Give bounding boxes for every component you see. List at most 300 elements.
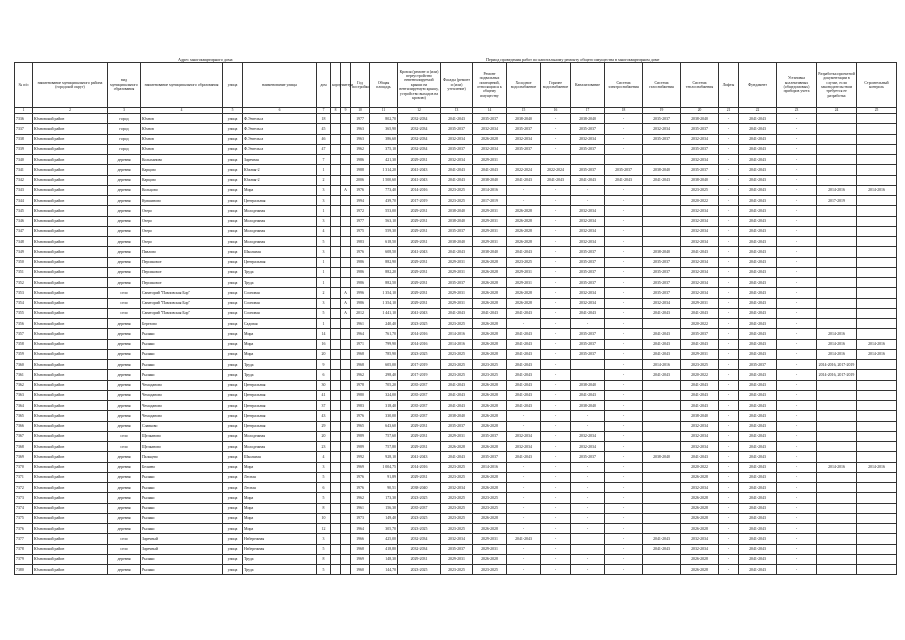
- table-cell: 2041-2043: [643, 329, 681, 339]
- table-cell: [331, 298, 341, 308]
- table-cell: [857, 380, 897, 390]
- column-number: 24: [817, 108, 857, 114]
- table-cell: [857, 565, 897, 575]
- table-cell: [341, 390, 351, 400]
- table-cell: 318,40: [370, 401, 398, 411]
- table-cell: -: [605, 380, 643, 390]
- table-cell: -: [777, 349, 817, 359]
- table-cell: Юхновский район: [33, 185, 108, 195]
- table-cell: 149,40: [370, 513, 398, 523]
- column-number: 16: [541, 108, 571, 114]
- table-cell: [817, 124, 857, 134]
- column-header: Канализование: [571, 63, 605, 108]
- table-cell: -: [507, 524, 541, 534]
- table-cell: 2041-2043: [571, 175, 605, 185]
- table-cell: 7363: [15, 390, 33, 400]
- table-cell: 2032-2034: [398, 544, 441, 554]
- table-cell: [331, 380, 341, 390]
- table-cell: -: [777, 401, 817, 411]
- table-cell: 2023-2025: [441, 472, 473, 482]
- table-cell: 2029-2031: [398, 288, 441, 298]
- table-cell: 2041-2043: [739, 237, 777, 247]
- table-cell: улица: [223, 206, 243, 216]
- table-cell: -: [777, 175, 817, 185]
- table-cell: 2026-2028: [473, 513, 507, 523]
- table-cell: [571, 544, 605, 554]
- table-cell: -: [719, 319, 739, 329]
- table-cell: -: [507, 503, 541, 513]
- table-cell: 757,60: [370, 431, 398, 441]
- table-cell: улица: [223, 247, 243, 257]
- table-cell: село: [108, 431, 141, 441]
- table-cell: [817, 267, 857, 277]
- table-cell: 2023-2025: [398, 565, 441, 575]
- table-cell: [817, 390, 857, 400]
- table-cell: -: [777, 544, 817, 554]
- table-cell: 1972: [351, 206, 370, 216]
- table-cell: -: [719, 257, 739, 267]
- table-cell: [643, 226, 681, 236]
- table-cell: 2023-2025: [441, 462, 473, 472]
- table-cell: Набережная: [243, 544, 317, 554]
- table-cell: -: [777, 452, 817, 462]
- table-cell: 3: [317, 298, 331, 308]
- table-cell: [817, 134, 857, 144]
- table-cell: 2029-2031: [441, 431, 473, 441]
- table-cell: 2029-2031: [398, 421, 441, 431]
- table-cell: Санаторий "Павловская Бор": [141, 308, 223, 318]
- table-cell: 2017-2019: [473, 196, 507, 206]
- table-cell: 2035-2037: [571, 267, 605, 277]
- table-cell: -: [605, 278, 643, 288]
- table-cell: -: [719, 452, 739, 462]
- table-cell: Молодежная: [243, 431, 317, 441]
- table-row: [15, 370, 897, 380]
- table-cell: Рыляки: [141, 503, 223, 513]
- table-cell: 1976: [351, 247, 370, 257]
- table-cell: [341, 114, 351, 124]
- table-cell: 1 004,75: [370, 462, 398, 472]
- table-cell: 2023-2025: [441, 565, 473, 575]
- table-cell: 2032-2034: [571, 288, 605, 298]
- table-cell: улица: [223, 319, 243, 329]
- table-cell: деревня: [108, 524, 141, 534]
- table-cell: 7342: [15, 175, 33, 185]
- table-cell: -: [571, 503, 605, 513]
- table-row: [15, 513, 897, 523]
- table-cell: [643, 144, 681, 154]
- table-cell: [817, 247, 857, 257]
- table-cell: [341, 165, 351, 175]
- table-cell: -: [719, 298, 739, 308]
- table-cell: 2041-2043: [739, 134, 777, 144]
- table-cell: -: [719, 267, 739, 277]
- table-cell: город: [108, 144, 141, 154]
- table-cell: -: [719, 513, 739, 523]
- table-cell: [643, 554, 681, 564]
- table-cell: Школьная: [243, 247, 317, 257]
- table-cell: деревня: [108, 411, 141, 421]
- table-cell: 2035-2037: [681, 165, 719, 175]
- table-cell: деревня: [108, 247, 141, 257]
- table-cell: 802,70: [370, 114, 398, 124]
- table-cell: -: [605, 472, 643, 482]
- table-cell: -: [605, 349, 643, 359]
- table-cell: 1986: [351, 155, 370, 165]
- table-cell: Труда: [243, 554, 317, 564]
- table-cell: 2041-2043: [507, 370, 541, 380]
- table-cell: 2023-2025: [398, 349, 441, 359]
- table-cell: [331, 544, 341, 554]
- table-cell: -: [507, 319, 541, 329]
- table-row: [15, 237, 897, 247]
- table-cell: 3: [317, 216, 331, 226]
- table-cell: [857, 267, 897, 277]
- table-cell: -: [777, 185, 817, 195]
- table-row: [15, 288, 897, 298]
- table-cell: [643, 493, 681, 503]
- table-cell: 156,30: [370, 503, 398, 513]
- table-cell: 7355: [15, 308, 33, 318]
- table-body: [15, 114, 897, 575]
- table-cell: -: [605, 247, 643, 257]
- table-cell: 2029-2031: [398, 206, 441, 216]
- table-cell: [331, 401, 341, 411]
- table-cell: 2035-2037: [681, 144, 719, 154]
- table-cell: [341, 493, 351, 503]
- table-cell: -: [605, 237, 643, 247]
- table-cell: 2032-2034: [681, 216, 719, 226]
- table-cell: [817, 114, 857, 124]
- table-cell: 2032-2034: [681, 288, 719, 298]
- table-cell: -: [541, 206, 571, 216]
- table-cell: 2041-2043: [473, 165, 507, 175]
- table-cell: деревня: [108, 216, 141, 226]
- table-cell: [331, 319, 341, 329]
- table-cell: 2026-2028: [473, 411, 507, 421]
- table-cell: деревня: [108, 206, 141, 216]
- table-row: [15, 565, 897, 575]
- table-cell: [643, 206, 681, 216]
- table-cell: 2041-2043: [739, 565, 777, 575]
- table-cell: -: [777, 278, 817, 288]
- table-cell: 2026-2028: [473, 339, 507, 349]
- table-cell: деревня: [108, 493, 141, 503]
- table-cell: Озеро: [141, 216, 223, 226]
- table-cell: 2032-2034: [571, 431, 605, 441]
- table-row: [15, 196, 897, 206]
- table-cell: -: [719, 411, 739, 421]
- table-cell: [817, 319, 857, 329]
- table-cell: Юхновский район: [33, 267, 108, 277]
- table-cell: Юхновский район: [33, 247, 108, 257]
- column-number: 23: [777, 108, 817, 114]
- table-row: [15, 360, 897, 370]
- table-cell: 1986: [351, 257, 370, 267]
- table-cell: Юхновский район: [33, 360, 108, 370]
- table-cell: деревня: [108, 165, 141, 175]
- table-cell: Озеро: [141, 206, 223, 216]
- table-cell: Заречный: [141, 544, 223, 554]
- table-cell: 2026-2028: [681, 513, 719, 523]
- table-cell: 2041-2043: [507, 380, 541, 390]
- table-cell: -: [507, 513, 541, 523]
- table-cell: 2014-2016: [857, 185, 897, 195]
- table-cell: -: [719, 472, 739, 482]
- column-number: 17: [571, 108, 605, 114]
- table-cell: -: [605, 339, 643, 349]
- table-cell: 7361: [15, 370, 33, 380]
- table-row: [15, 226, 897, 236]
- table-cell: 2014-2016: [857, 339, 897, 349]
- table-cell: Карцово: [141, 165, 223, 175]
- table-cell: 2041-2043: [643, 308, 681, 318]
- table-cell: Центральная: [243, 380, 317, 390]
- table-cell: Юхновский район: [33, 329, 108, 339]
- table-cell: деревня: [108, 319, 141, 329]
- table-cell: -: [719, 483, 739, 493]
- table-cell: -: [541, 503, 571, 513]
- table-cell: 2026-2028: [441, 442, 473, 452]
- table-cell: 2026-2028: [507, 206, 541, 216]
- table-cell: 324,00: [370, 390, 398, 400]
- table-cell: 2032-2034: [441, 134, 473, 144]
- table-cell: -: [541, 308, 571, 318]
- table-cell: 1963: [351, 124, 370, 134]
- table-cell: [643, 565, 681, 575]
- table-cell: [643, 155, 681, 165]
- table-cell: [331, 513, 341, 523]
- table-cell: 2032-2034: [681, 206, 719, 216]
- table-cell: -: [719, 196, 739, 206]
- table-cell: -: [541, 278, 571, 288]
- table-cell: -: [605, 196, 643, 206]
- table-cell: деревня: [108, 503, 141, 513]
- table-cell: улица: [223, 534, 243, 544]
- table-cell: 7348: [15, 237, 33, 247]
- table-cell: 2032-2034: [571, 226, 605, 236]
- table-cell: 1992: [351, 452, 370, 462]
- table-cell: 2022-2024: [507, 165, 541, 175]
- table-cell: 2035-2037: [571, 144, 605, 154]
- table-cell: 7351: [15, 267, 33, 277]
- table-cell: 2032-2034: [571, 298, 605, 308]
- table-cell: -: [541, 380, 571, 390]
- header-row: [15, 63, 897, 108]
- table-cell: 2041-2043: [739, 524, 777, 534]
- table-cell: 2032-2034: [398, 114, 441, 124]
- table-cell: -: [777, 565, 817, 575]
- table-cell: -: [541, 257, 571, 267]
- table-cell: -: [605, 503, 643, 513]
- table-cell: [341, 462, 351, 472]
- table-cell: улица: [223, 124, 243, 134]
- table-cell: [341, 339, 351, 349]
- table-cell: 5: [317, 493, 331, 503]
- table-cell: 1996: [351, 288, 370, 298]
- table-cell: 2038-2040: [441, 411, 473, 421]
- table-cell: 2038-2040: [473, 175, 507, 185]
- table-cell: -: [571, 421, 605, 431]
- table-row: [15, 267, 897, 277]
- table-cell: 761,70: [370, 329, 398, 339]
- table-cell: улица: [223, 544, 243, 554]
- table-cell: Кувшиново: [141, 196, 223, 206]
- table-cell: 2041-2043: [441, 401, 473, 411]
- table-cell: Рыляки: [141, 493, 223, 503]
- table-cell: -: [777, 554, 817, 564]
- table-cell: 1975: [351, 226, 370, 236]
- table-cell: 2026-2028: [473, 421, 507, 431]
- table-cell: 2041-2043: [739, 308, 777, 318]
- table-cell: 2041-2043: [643, 534, 681, 544]
- table-cell: 1977: [351, 216, 370, 226]
- table-cell: Щелканово: [141, 431, 223, 441]
- column-number: 22: [739, 108, 777, 114]
- table-cell: -: [605, 462, 643, 472]
- table-cell: Юхновский район: [33, 565, 108, 575]
- table-cell: -: [541, 421, 571, 431]
- table-cell: 608,50: [370, 247, 398, 257]
- table-cell: [331, 360, 341, 370]
- table-cell: 2014-2016: [398, 329, 441, 339]
- table-cell: [857, 431, 897, 441]
- table-cell: 2032-2034: [473, 144, 507, 154]
- table-cell: Мира: [243, 513, 317, 523]
- table-cell: -: [719, 206, 739, 216]
- table-cell: 2041-2043: [398, 247, 441, 257]
- table-cell: 2041-2043: [681, 452, 719, 462]
- table-cell: 882,50: [370, 278, 398, 288]
- table-cell: 2017-2019: [398, 370, 441, 380]
- table-cell: -: [605, 565, 643, 575]
- table-cell: село: [108, 442, 141, 452]
- table-cell: 2041-2043: [441, 390, 473, 400]
- column-header: литера: [341, 63, 351, 108]
- table-cell: -: [719, 390, 739, 400]
- table-cell: Центральная: [243, 401, 317, 411]
- table-cell: -: [541, 534, 571, 544]
- table-cell: -: [541, 554, 571, 564]
- table-cell: -: [507, 483, 541, 493]
- table-cell: -: [605, 431, 643, 441]
- table-cell: 37: [317, 401, 331, 411]
- table-cell: [643, 401, 681, 411]
- table-cell: 2020-2022: [681, 462, 719, 472]
- table-cell: 2041-2043: [739, 196, 777, 206]
- table-cell: [341, 411, 351, 421]
- table-cell: [331, 226, 341, 236]
- table-cell: 2026-2028: [473, 349, 507, 359]
- table-row: [15, 544, 897, 554]
- table-cell: -: [719, 216, 739, 226]
- table-cell: Юхновский район: [33, 206, 108, 216]
- table-cell: улица: [223, 411, 243, 421]
- table-cell: 1976: [351, 185, 370, 195]
- table-cell: -: [777, 380, 817, 390]
- table-cell: 2014-2016: [857, 349, 897, 359]
- table-cell: [331, 124, 341, 134]
- table-cell: 2041-2043: [739, 452, 777, 462]
- table-cell: 2035-2037: [571, 452, 605, 462]
- column-header: Горячее водоснабжение: [541, 63, 571, 108]
- table-cell: Сосновая: [243, 308, 317, 318]
- table-cell: [331, 278, 341, 288]
- table-cell: [817, 472, 857, 482]
- table-cell: -: [541, 329, 571, 339]
- table-cell: 2041-2043: [739, 114, 777, 124]
- table-cell: Чемоданово: [141, 390, 223, 400]
- table-cell: село: [108, 544, 141, 554]
- table-cell: [643, 483, 681, 493]
- table-cell: 2029-2031: [398, 442, 441, 452]
- table-cell: -: [571, 462, 605, 472]
- column-header: Система теплоснабжения: [681, 63, 719, 108]
- table-cell: улица: [223, 144, 243, 154]
- table-cell: Сосновая: [243, 298, 317, 308]
- table-cell: 1 314,20: [370, 165, 398, 175]
- table-cell: [643, 185, 681, 195]
- table-cell: деревня: [108, 339, 141, 349]
- table-cell: 29: [317, 421, 331, 431]
- table-cell: 2014-2016, 2017-2019: [817, 370, 857, 380]
- table-cell: 1977: [351, 114, 370, 124]
- table-cell: 2038-2040: [473, 247, 507, 257]
- table-cell: [643, 524, 681, 534]
- table-cell: [341, 226, 351, 236]
- table-cell: Рыляки: [141, 483, 223, 493]
- table-cell: 2041-2043: [643, 349, 681, 359]
- table-cell: -: [605, 319, 643, 329]
- table-cell: [857, 308, 897, 318]
- table-cell: 2: [317, 175, 331, 185]
- table-cell: 643,60: [370, 421, 398, 431]
- column-number: 19: [643, 108, 681, 114]
- table-cell: Труда: [243, 370, 317, 380]
- table-cell: 2032-2034: [643, 124, 681, 134]
- table-cell: 2026-2028: [507, 226, 541, 236]
- table-cell: 2041-2043: [473, 308, 507, 318]
- table-cell: -: [541, 513, 571, 523]
- table-cell: 2035-2037: [441, 421, 473, 431]
- table-cell: Юхновский район: [33, 390, 108, 400]
- table-cell: 2014-2016: [398, 339, 441, 349]
- table-cell: 2023-2025: [398, 513, 441, 523]
- table-cell: 1986: [351, 278, 370, 288]
- table-cell: [817, 288, 857, 298]
- table-cell: Юхновский район: [33, 298, 108, 308]
- table-cell: [541, 155, 571, 165]
- table-cell: 2026-2028: [473, 134, 507, 144]
- table-cell: 2014-2016: [441, 329, 473, 339]
- column-number: 2: [33, 108, 108, 114]
- table-cell: [817, 544, 857, 554]
- table-cell: Рыляки: [141, 370, 223, 380]
- table-cell: 2041-2043: [739, 472, 777, 482]
- table-cell: 2026-2028: [473, 278, 507, 288]
- table-cell: Юхнов: [141, 134, 223, 144]
- table-cell: [331, 144, 341, 154]
- table-cell: -: [777, 216, 817, 226]
- table-cell: 2041-2043: [739, 370, 777, 380]
- table-cell: 2006: [351, 175, 370, 185]
- table-cell: -: [777, 288, 817, 298]
- table-cell: 2038-2040: [441, 206, 473, 216]
- table-cell: [817, 175, 857, 185]
- table-cell: 4: [317, 452, 331, 462]
- table-cell: 7347: [15, 226, 33, 236]
- table-cell: -: [777, 329, 817, 339]
